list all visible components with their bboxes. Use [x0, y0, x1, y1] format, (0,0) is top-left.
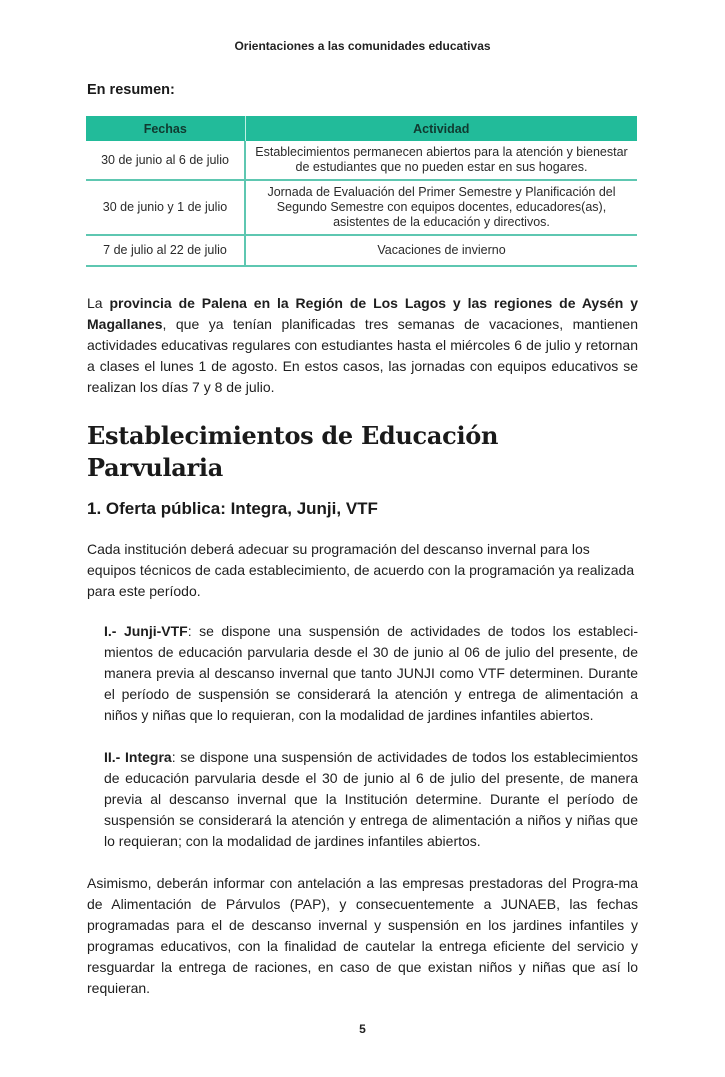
cell-fechas: 30 de junio al 6 de julio: [86, 141, 245, 180]
junji-vtf-paragraph: [104, 621, 638, 726]
summary-label: En resumen:: [87, 82, 175, 98]
palena-bold: provincia de Palena en la Región de Los Lagos y las regiones de Aysén y Magallanes: [87, 295, 638, 332]
page-number: 5: [359, 1022, 366, 1036]
palena-paragraph: [87, 293, 638, 398]
table-row: [86, 235, 637, 266]
palena-lead: La: [87, 295, 110, 311]
integra-paragraph: [104, 747, 638, 852]
column-header-fechas: Fechas: [86, 116, 245, 141]
running-header: Orientaciones a las comunidades educativas: [234, 39, 491, 53]
table-header-row: [86, 116, 637, 141]
summary-table: [86, 116, 637, 267]
section-subtitle: 1. Oferta pública: Integra, Junji, VTF: [87, 499, 378, 518]
closing-paragraph: Asimismo, deberán informar con antelación a las empresas prestadoras del Progra-ma de Alimentación de Párvulos (PAP), y consecuentemente a JUNAEB, las fechas programadas para el de descanso invernal y suspensión en los jardines infantiles y programas educativos, con la finalidad de cautelar la entrega eficiente del servicio y resguardar la entrega de raciones, en caso de que existan niños y niñas que así lo requieran.: [87, 875, 638, 996]
cell-actividad: Jornada de Evaluación del Primer Semestre y Planificación del Segundo Semestre con equipos docentes, educadores(as), asistentes de la educación y directivos.: [245, 180, 637, 235]
cell-actividad: Vacaciones de invierno: [245, 235, 637, 266]
table-row: [86, 141, 637, 180]
cell-actividad: Establecimientos permanecen abiertos para la atención y bienestar de estudiantes que no pueden estar en sus hogares.: [245, 141, 637, 180]
junji-vtf-label: I.- Junji-VTF: [104, 623, 188, 639]
section-title: Establecimientos de Educación Parvularia: [87, 421, 499, 482]
cell-fechas: 7 de julio al 22 de julio: [86, 235, 245, 266]
table-row: [86, 180, 637, 235]
intro-paragraph: Cada institución deberá adecuar su programación del descanso invernal para los equipos técnicos de cada establecimiento, de acuerdo con la programación ya realizada para este período.: [87, 541, 635, 599]
junji-vtf-text: : se dispone una suspensión de actividades de todos los estableci-mientos de educación parvularia desde el 30 de junio al 06 de julio del presente, de manera previa al descanso invernal que tanto JUNJI como VTF determinen. Durante el período de suspensión se considerará la atención y entrega de alimentación a niños y niñas que lo requieran, con la modalidad de jardines infantiles abiertos.: [104, 623, 639, 723]
integra-text: : se dispone una suspensión de actividades de todos los establecimientos de educación parvularia desde el 30 de junio al 6 de julio del presente, de manera previa al descanso invernal que la Institución determine. Durante el período de suspensión se considerará la atención y entrega de alimentación a niños y niñas que lo requieran; con la modalidad de jardines infantiles abiertos.: [104, 749, 638, 849]
palena-rest: , que ya tenían planificadas tres semanas de vacaciones, mantienen actividades educativas regulares con estudiantes hasta el miércoles 6 de julio y retornan a clases el lunes 1 de agosto. En estos casos, las jornadas con equipos educativos se realizan los días 7 y 8 de julio.: [87, 316, 638, 395]
integra-label: II.- Integra: [104, 749, 172, 765]
column-header-actividad: Actividad: [245, 116, 637, 141]
cell-fechas: 30 de junio y 1 de julio: [86, 180, 245, 235]
